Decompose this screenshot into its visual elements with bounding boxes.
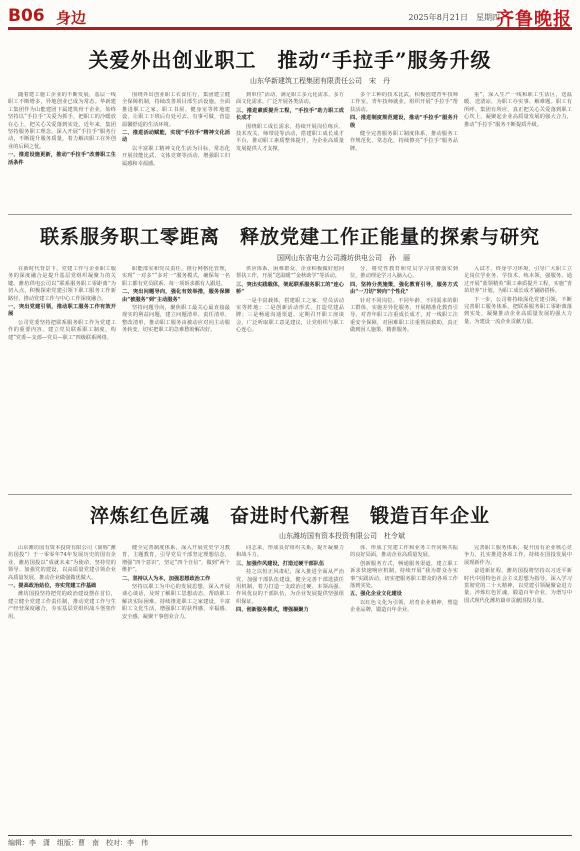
article3-byline: 山东潍坊国有资本投资有限公司 杜令斌: [279, 532, 405, 540]
article3-body: [8, 545, 572, 830]
article2-subheading: 二、突出问题导向，强化有效举措，服务保障由“被服务”到“主动服务”: [122, 289, 230, 303]
page-number: B06: [8, 6, 45, 26]
article2-subheading: 四、坚持分类施策，强化教育引导，服务方式由“一刀切”转向“个性化”: [350, 281, 458, 296]
newspaper-logo: 齐鲁晚报: [496, 9, 572, 30]
article3-subheading: 三、加强作风建设，打造过硬干部队伍: [236, 560, 325, 567]
article1-subheading: 二、推进活动赋能，实现“手拉手”精神文化活动: [122, 130, 230, 144]
page-footer: [8, 835, 572, 847]
article1-byline: 山东华新建筑工程集团有限责任公司 宋 丹: [250, 77, 390, 85]
article2-col: 供应体系，困难群众、企业积极做好慰问帮扶工作，开展“送温暖”“金秋助学”等活动。 三、突出实践载体，架起联系服务职工的“连心桥” 一是丰富载体，搭建职工之家、党员活动室等阵地；二是创新活动形式，打造党建品牌；三是畅通沟通渠道，定期召开职工座谈会，广泛听取职工意见建议，让党组织与职工心连心。: [236, 266, 344, 334]
article3-subheading: 五、强化企业文化建设: [350, 591, 402, 598]
article1-title: 关爱外出创业职工 推动“手拉手”服务升级: [88, 48, 492, 72]
article1-col: 围绕外出创业职工衣食住行，集团建立健全保障机制，持续改善项目部生活设施。全面推进职工之家、职工书屋、健身室等阵地建设，让职工下班后有处可去、有事可做，营造温馨舒适的生活环境。 二、推进活动赋能，实现“手拉手”精神文化活动 以丰富职工精神文化生活为目标，常态化开展技能比武、文体竞赛等活动，增强职工归属感和幸福感。: [122, 92, 230, 167]
article2-col: 入试才，终身学习环境，引导广大职工立足岗位学业务、学技术、练本领，强服务。通过开展“蓝领精英”职工素质提升工程，实施“青苗培养”计划，为职工成长成才铺路搭桥。 下一步，公司将持续深化党建引领，不断完善职工服务体系，把联系服务职工零距离落到实处，凝聚推动企业高质量发展的强大力量，为建设一流企业贡献力量。: [464, 266, 572, 325]
article1-subheading: 一、推进设施更新，推动“手拉手”改善职工生活条件: [8, 152, 116, 166]
article3-col: 体，形成了党建工作和业务工作同频共振的良好局面，推动企业高质量发展。 创新服务方式，畅通服务渠道，建立职工诉求快速响应机制，持续开展“我为群众办实事”实践活动，切实把服务职工群众的各项工作落到实处。 五、强化企业文化建设 以红色文化为引领，培育企业精神，塑造企业品牌，锻造百年企业。: [350, 545, 458, 614]
article3-title: 淬炼红色匠魂 奋进时代新程 锻造百年企业: [89, 505, 490, 527]
section-divider: [8, 494, 572, 495]
article2-col: 职能部室和党员责任，推行网格化管理，实现“一对多”“多对一”服务模式，确保每一名职工都有党员联系、每一项诉求都有人跟进。 二、突出问题导向，强化有效举措，服务保障由“被服务”到“主动服务” 坚持问题导向，聚焦职工最关心最直接最现实的利益问题，建立问题清单、责任清单、整改清单，推动职工服务由被动应对向主动服务转变，切实把职工的急难愁盼解决好。: [122, 266, 230, 334]
article1-subheading: 四、推进制度规范建设，推动“手拉手”服务升级: [350, 115, 458, 129]
article3-col: 山东潍坊国有资本投资有限公司（简称“潍坊国投”）于一零零年74年发展历史的国有企业，潍坊国投以“成就未来”为使命，坚持党的领导、加强党的建设，以高质量党建引领企业高质量发展，推动企业做强做优做大。 一、提高政治站位，夯实党建工作基础 潍坊国投坚持把党的政治建设摆在首位，建立健全党建工作责任制，推动党建工作与生产经营深度融合，夯实基层党组织战斗堡垒作用。: [8, 545, 116, 620]
article3-col: 健全完善制度体系，深入开展党史学习教育、主题教育，引导党员干部坚定理想信念，增强“四个意识”，坚定“四个自信”，做到“两个维护”。 二、坚持以人为本，加强思想政治工作 坚持以职工为中心的发展思想，深入开展谈心谈话，及时了解职工思想动态，帮助职工解决实际困难。持续推进职工之家建设，丰富职工文化生活，增强职工的获得感、幸福感、安全感，凝聚干事创业合力。: [122, 545, 230, 620]
editor-credits: 编辑：李 潇 组版：曹 南 校对：李 伟: [8, 839, 148, 847]
section-name: 身边: [56, 9, 87, 27]
article3-subheading: 四、创新服务模式，增强凝聚力: [236, 607, 309, 614]
article1-col: 到单位“活动，满足职工多元化需求，多方面文化需求，广泛开展各类活动。 三、推进素质提升工程，“手拉手”助力职工成长成才 围绕职工成长需求，持续开展岗位练兵、技术攻关、师带徒等活动，搭建职工成长成才平台，推动职工素质整体提升，为企业高质量发展提供人才支撑。: [236, 92, 344, 152]
article2-title: 联系服务职工零距离 释放党建工作正能量的探索与研究: [39, 226, 540, 248]
article2-col: 分，将党性教育和党员学习贯彻落实到位，推动理论学习入脑入心。 四、坚持分类施策，强化教育引导，服务方式由“一刀切”转向“个性化” 针对不同岗位、不同年龄、不同需求的职工群体，实施差异化服务，开展精准化教育引导。对青年职工注重成长成才，对一线职工注重安全保障，对困难职工注重帮扶救助，真正做到因人施策、精准服务。: [350, 266, 458, 334]
page-header: [8, 4, 572, 30]
article1-col: 多个工种的技术比武，积极创建青年技师工作室，青年技师就业，组织开展“手拉手”帮扶活动。 四、推进制度规范建设，推动“手拉手”服务升级 健全完善服务职工制度体系，推动服务工作规范化、常态化，持续擦亮“手拉手”服务品牌。: [350, 92, 458, 152]
article3-col: 同志来，形成良好组织关系，提升凝聚力和战斗力。 三、加强作风建设，打造过硬干部队伍 持之以恒正风肃纪，深入推进全面从严治党，加强干部队伍建设，健全完善干部选拔任用机制，着力打造一支政治过硬、本领高强、作风优良的干部队伍，为企业发展提供坚强组织保证。 四、创新服务模式，增强凝聚力: [236, 545, 344, 614]
section-divider: [8, 214, 572, 215]
article2-col: 在新时代背景下，党建工作与企业职工服务的深度融合是提升基层党组织凝聚力的关键。潍坊供电公司以“联系服务职工零距离”为切入点，积极探索党建引领下职工服务工作新路径，推动党建工作与中心工作深度融合。 一、突出党建引领，推动职工服务工作有效开展 公司党委坚持把联系服务职工作为党建工作的重要内容，建立党员联系职工制度，构建“党委—支部—党员—职工”四级联系网络。: [8, 266, 116, 341]
issue-date: 2025年8月21日 星期四: [408, 13, 500, 22]
article1-col: 重”，深入生产一线和职工生活区，送温暖、送清凉，为职工办实事、解难题。职工有所呼、集团有所应，真正把关心关爱落到职工心坎上，凝聚起企业高质量发展的强大合力，推动“手拉手”服务不断提质升级。: [464, 92, 572, 128]
article2-subheading: 一、突出党建引领，推动职工服务工作有效开展: [8, 304, 116, 318]
article3-col: 完善职工服务体系，提升国有企业核心竞争力，扎实推进各项工作，持续在国投发展中展现新作为。 奋进新征程，潍坊国投将坚持以习近平新时代中国特色社会主义思想为指导，深入学习贯彻党的二十大精神，以党建引领凝聚奋进力量，淬炼红色匠魂，锻造百年企业，为谱写中国式现代化潍坊篇章贡献国投力量。: [464, 545, 572, 604]
article2-subheading: 三、突出实践载体，架起联系服务职工的“连心桥”: [236, 281, 344, 296]
article3-subheading: 二、坚持以人为本，加强思想政治工作: [122, 575, 211, 582]
article2-body: [8, 266, 572, 488]
article3-subheading: 一、提高政治站位，夯实党建工作基础: [8, 583, 97, 590]
article1-subheading: 三、推进素质提升工程，“手拉手”助力职工成长成才: [236, 107, 344, 122]
article1-body: [8, 92, 572, 208]
article1-col: 随着建工施工企业的不断发展，基层一线职工不断增多，异地创业已成为常态。华新建工集团作为山能建团下属建筑骨干企业，始终坚持以“手拉手”关爱为抓手，把职工的冷暖放在心上，把关心关爱落到实处。近年来，集团坚持服务职工理念，深入开展“手拉手”服务行动，不断提升服务质量，着力解决职工在外创业的后顾之忧。 一、推进设施更新，推动“手拉手”改善职工生活条件: [8, 92, 116, 166]
article2-byline: 国网山东省电力公司潍坊供电公司 孙 丽: [277, 254, 410, 262]
